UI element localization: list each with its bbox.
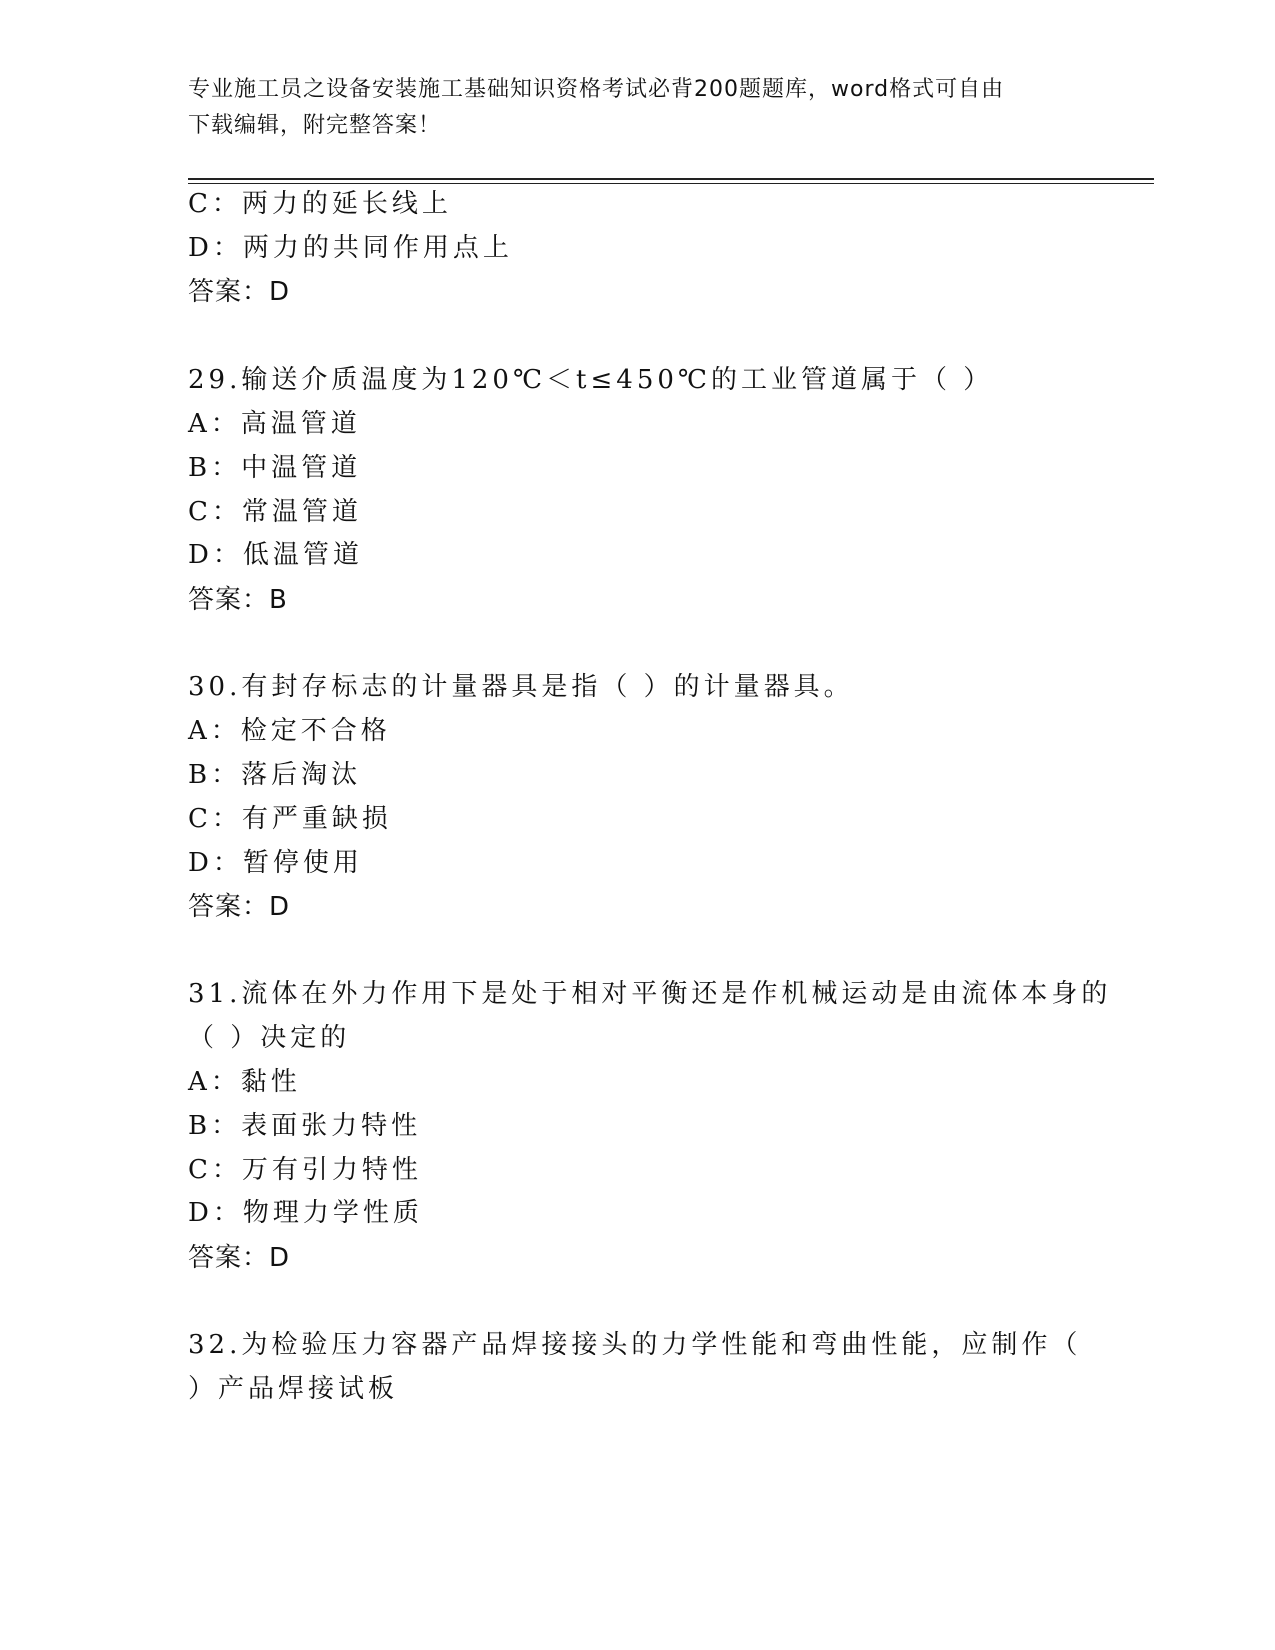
q30-option-a: A：检定不合格 (188, 716, 391, 746)
q30-answer: 答案：D (188, 892, 291, 922)
q29-answer: 答案：B (188, 585, 288, 615)
q30-stem: 30.有封存标志的计量器具是指（ ）的计量器具。 (188, 672, 854, 702)
header-title-line-2: 下载编辑，附完整答案！ (188, 113, 442, 138)
header-title-line-1: 专业施工员之设备安装施工基础知识资格考试必背200题题库，word格式可自由 (188, 77, 1005, 102)
q31-answer: 答案：D (188, 1243, 291, 1273)
q31-option-d: D：物理力学性质 (188, 1198, 423, 1228)
q30-option-b: B：落后淘汰 (188, 760, 362, 790)
q31-option-a: A：黏性 (188, 1067, 301, 1097)
q29-stem: 29.输送介质温度为120℃＜t≤450℃的工业管道属于（ ） (188, 365, 994, 395)
q31-option-c: C：万有引力特性 (188, 1155, 422, 1185)
q32-stem-line-1: 32.为检验压力容器产品焊接接头的力学性能和弯曲性能，应制作（ (188, 1330, 1082, 1360)
q31-option-b: B：表面张力特性 (188, 1111, 422, 1141)
page-header (188, 72, 1068, 144)
q32-stem-line-2: ）产品焊接试板 (188, 1374, 399, 1404)
q29-option-b: B：中温管道 (188, 453, 362, 483)
q28-option-c: C：两力的延长线上 (188, 189, 452, 219)
q31-stem-line-1: 31.流体在外力作用下是处于相对平衡还是作机械运动是由流体本身的 (188, 979, 1112, 1009)
q29-option-a: A：高温管道 (188, 409, 361, 439)
q29-option-d: D：低温管道 (188, 540, 363, 570)
header-divider-thick (188, 178, 1154, 180)
q28-answer: 答案：D (188, 277, 291, 307)
q28-option-d: D：两力的共同作用点上 (188, 233, 513, 263)
q30-option-c: C：有严重缺损 (188, 804, 392, 834)
header-divider-thin (188, 183, 1154, 184)
q31-stem-line-2: （ ）决定的 (188, 1023, 351, 1053)
q29-option-c: C：常温管道 (188, 497, 362, 527)
q30-option-d: D：暂停使用 (188, 848, 363, 878)
